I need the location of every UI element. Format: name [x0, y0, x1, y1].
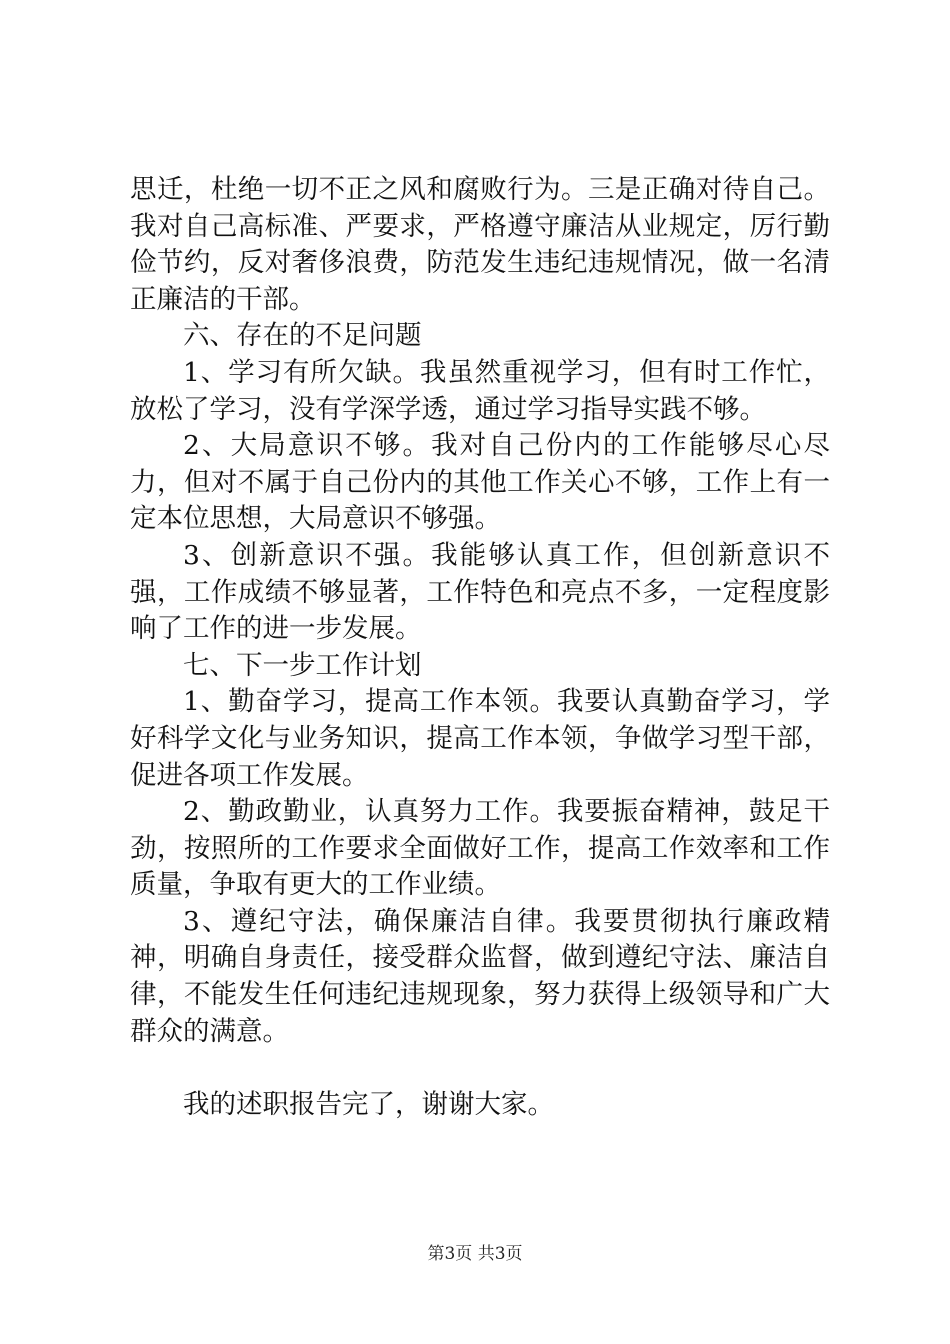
paragraph: 3、创新意识不强。我能够认真工作，但创新意识不强，工作成绩不够显著，工作特色和亮点不多，一定程度影响了工作的进一步发展。 [130, 539, 830, 645]
document-body [130, 172, 830, 1124]
paragraph: 3、遵纪守法，确保廉洁自律。我要贯彻执行廉政精神，明确自身责任，接受群众监督，做到遵纪守法、廉洁自律，不能发生任何违纪违规现象，努力获得上级领导和广大群众的满意。 [130, 905, 830, 1047]
page-number-footer: 第3页 共3页 [427, 1244, 523, 1264]
paragraph: 2、勤政勤业，认真努力工作。我要振奋精神，鼓足干劲，按照所的工作要求全面做好工作，提高工作效率和工作质量，争取有更大的工作业绩。 [130, 796, 830, 901]
paragraph-spacer [130, 1050, 830, 1087]
paragraph: 思迁，杜绝一切不正之风和腐败行为。三是正确对待自己。我对自己高标准、严要求，严格遵守廉洁从业规定，厉行勤俭节约，反对奢侈浪费，防范发生违纪违规情况，做一名清正廉洁的干部。 [130, 174, 830, 315]
paragraph: 1、学习有所欠缺。我虽然重视学习，但有时工作忙，放松了学习，没有学深学透，通过学习指导实践不够。 [130, 356, 830, 425]
section-heading: 七、下一步工作计划 [183, 649, 422, 681]
closing-remark: 我的述职报告完了，谢谢大家。 [183, 1089, 554, 1121]
section-heading: 六、存在的不足问题 [183, 320, 422, 352]
paragraph: 2、大局意识不够。我对自己份内的工作能够尽心尽力，但对不属于自己份内的其他工作关心不够，工作上有一定本位思想，大局意识不够强。 [130, 430, 830, 535]
paragraph: 1、勤奋学习，提高工作本领。我要认真勤奋学习，学好科学文化与业务知识，提高工作本领，争做学习型干部，促进各项工作发展。 [130, 686, 830, 791]
